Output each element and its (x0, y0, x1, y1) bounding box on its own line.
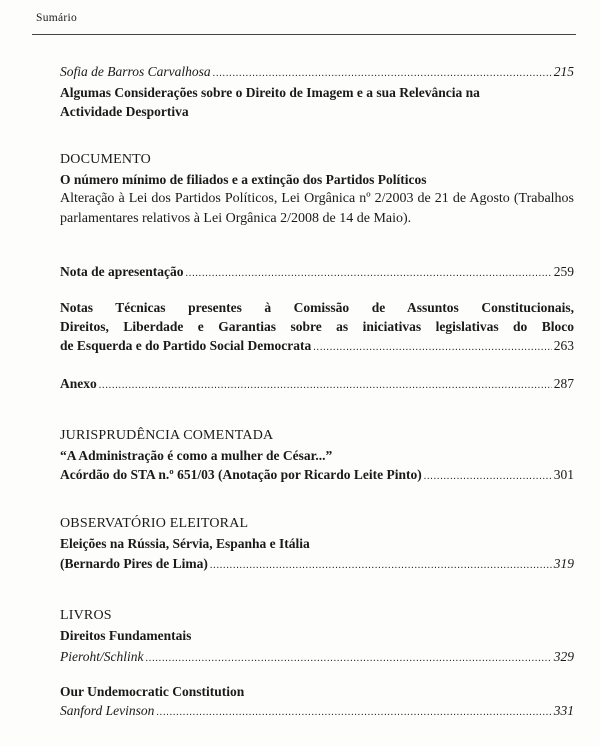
section-heading: JURISPRUDÊNCIA COMENTADA (60, 428, 274, 443)
toc-entry-notas-tecnicas[interactable] (60, 298, 574, 357)
toc-page-number: 287 (553, 376, 574, 391)
running-header: Sumário (36, 12, 78, 24)
book-author: Sanford Levinson (60, 703, 155, 718)
book-author: Pieroht/Schlink (60, 649, 144, 664)
section-jurisprudencia (60, 426, 574, 465)
dot-leader (99, 374, 552, 395)
toc-page-number: 301 (553, 467, 574, 482)
toc-title-line: Actividade Desportiva (60, 104, 189, 119)
toc-title: Nota de apresentação (60, 264, 184, 279)
toc-entry-eleicoes[interactable] (60, 554, 574, 575)
toc-entry-nota-apresentacao[interactable] (60, 262, 574, 283)
toc-author: Sofia de Barros Carvalhosa (60, 64, 211, 79)
section-quote: “A Administração é como a mulher de César...” (60, 448, 333, 463)
section-observatorio (60, 514, 574, 553)
toc-page-number: 319 (553, 556, 574, 571)
toc-title-line-2: Direitos, Liberdade e Garantias sobre as iniciativas legislativas do Bloco (60, 319, 574, 334)
dot-leader (156, 701, 551, 722)
toc-page-number: 263 (553, 338, 574, 353)
section-description: Alteração à Lei dos Partidos Políticos, Lei Orgânica nº 2/2003 de 21 de Agosto (Trabalhos parlamentares relativos à Lei Orgânica 2/2008 de 14 de Maio). (60, 191, 574, 226)
section-heading: OBSERVATÓRIO ELEITORAL (60, 516, 249, 531)
book-title: Direitos Fundamentais (60, 628, 192, 643)
section-title: O número mínimo de filiados e a extinção dos Partidos Políticos (60, 172, 427, 187)
section-livros (60, 606, 574, 645)
book-title: Our Undemocratic Constitution (60, 684, 245, 699)
dot-leader (424, 465, 552, 486)
dot-leader (185, 262, 551, 283)
toc-page-number: 331 (553, 703, 574, 718)
section-heading: DOCUMENTO (60, 152, 151, 167)
toc-entry-book-undemocratic[interactable] (60, 682, 574, 722)
header-divider (32, 34, 576, 35)
dot-leader (313, 336, 552, 357)
toc-title: (Bernardo Pires de Lima) (60, 556, 208, 571)
toc-title: Acórdão do STA n.º 651/03 (Anotação por Ricardo Leite Pinto) (60, 467, 422, 482)
toc-title-line-3: de Esquerda e do Partido Social Democrata (60, 338, 312, 353)
toc-title-line (60, 298, 574, 357)
toc-entry-anexo[interactable] (60, 374, 574, 395)
toc-entry-acordao[interactable] (60, 465, 574, 486)
section-title: Eleições na Rússia, Sérvia, Espanha e Itália (60, 536, 310, 551)
toc-page-number: 215 (553, 64, 574, 79)
toc-title-line-1: Notas Técnicas presentes à Comissão de Assuntos Constitucionais, (60, 300, 574, 315)
toc-entry-direito-imagem[interactable] (60, 62, 574, 121)
section-documento (60, 150, 574, 228)
toc-author-line (60, 62, 574, 83)
toc-title-line: Algumas Considerações sobre o Direito de Imagem e a sua Relevância na (60, 85, 480, 100)
toc-entry-book-direitos[interactable] (60, 647, 574, 668)
toc-title: Anexo (60, 376, 97, 391)
dot-leader (210, 554, 552, 575)
section-heading: LIVROS (60, 608, 112, 623)
dot-leader (145, 647, 551, 668)
dot-leader (213, 62, 552, 83)
toc-page-number: 329 (553, 649, 574, 664)
toc-page-number: 259 (553, 264, 574, 279)
